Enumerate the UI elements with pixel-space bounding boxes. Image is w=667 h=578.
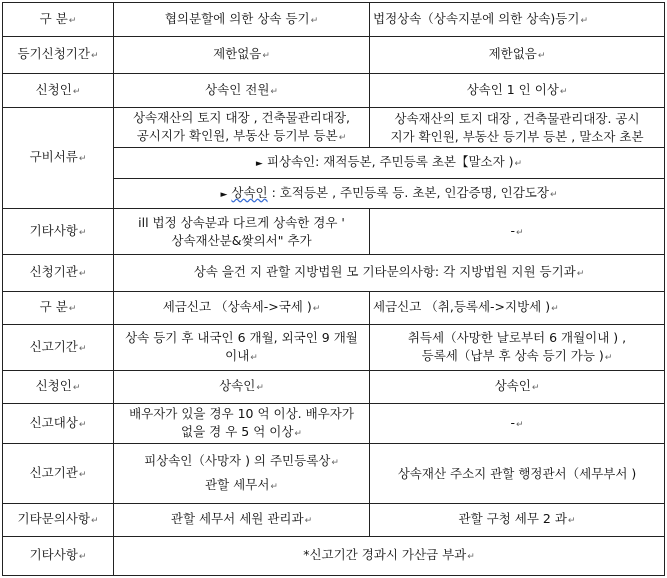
table-row: [3, 74, 665, 108]
table-cell: 피상속인（사망자 ) 의 주민등록상↵ 관할 세무서↵: [114, 444, 370, 504]
cell-text: 공시지가 확인원, 부동산 등기부 등본: [136, 127, 338, 143]
table-row: [3, 3, 665, 37]
header-cell: 협의분할에 의한 상속 등기↵: [114, 3, 370, 37]
cell-text: 배우자가 있을 경우 10 억 이상. 배우자가: [129, 405, 354, 421]
row-label: 신청인↵: [3, 371, 114, 404]
bullet-icon: ►: [255, 159, 263, 169]
table-cell: 취득세（사망한 날로부터 6 개월이내 ) , 등록세（납부 후 상속 등기 가능 )↵: [370, 325, 665, 371]
table-row: [3, 404, 665, 444]
inheritance-procedure-table: [2, 2, 665, 576]
header-cell: 세금신고 （상속세->국세 )↵: [114, 292, 370, 325]
row-label: 등기신청기간↵: [3, 37, 114, 74]
table-cell: 상속 을건 지 관할 지방법원 모 기타문의사항: 각 지방법원 지원 등기과↵: [114, 255, 665, 292]
row-label: 기타사항↵: [3, 537, 114, 576]
cell-text: 등록세（납부 후 상속 등기 가능 ): [421, 347, 604, 363]
table-row: [3, 444, 665, 504]
row-label: 신고기간↵: [3, 325, 114, 371]
table-cell: 상속재산 주소지 관할 행정관서（세무부서 ): [370, 444, 665, 504]
row-label: 구 분↵: [3, 292, 114, 325]
cell-text: ill 법정 상속분과 다르게 상속한 경우 ': [138, 214, 345, 230]
table-row: [3, 371, 665, 404]
row-label: 기타사항↵: [3, 209, 114, 255]
table-cell: 제한없음↵: [370, 37, 665, 74]
bullet-item: ► 상속인 : 호적등본 , 주민등록 등. 초본, 인감증명, 인감도장↵: [114, 179, 665, 209]
table-cell: 제한없음↵: [114, 37, 370, 74]
table-cell: [370, 108, 665, 148]
row-label: 신청기관↵: [3, 255, 114, 292]
table-row: [3, 325, 665, 371]
row-label: 구비서류↵: [3, 108, 114, 209]
table-cell: 상속인 1 인 이상↵: [370, 74, 665, 108]
bullet-icon: ►: [220, 189, 228, 200]
cell-text: 상속 등기 후 내국인 6 개월, 외국인 9 개월: [125, 329, 358, 345]
cell-text: 피상속인（사망자 ) 의 주민등록상: [144, 452, 331, 468]
cell-text: 없을 경 우 5 억 이상: [181, 423, 294, 439]
table-row: [3, 292, 665, 325]
cell-text: 이내: [225, 347, 250, 363]
header-cell: 세금신고 （취,등록세->지방세 )↵: [370, 292, 665, 325]
table-cell: 관할 구청 세무 2 과↵: [370, 504, 665, 537]
table-cell: 상속재산의 토지 대장 , 건축물관리대장, 공시지가 확인원, 부동산 등기부 등본↵: [114, 108, 370, 148]
table-cell: [114, 209, 370, 255]
cell-text: 관할 세무서: [205, 476, 270, 492]
row-label: 기타문의사항↵: [3, 504, 114, 537]
table-row: [3, 37, 665, 74]
row-label: 구 분↵: [3, 3, 114, 37]
bullet-item: ► 피상속인: 재적등본, 주민등록 초본【말소자 )↵: [114, 148, 665, 179]
table-cell: *신고기간 경과시 가산금 부과↵: [114, 537, 665, 576]
table-cell: 상속인↵: [114, 371, 370, 404]
cell-text: 취득세（사망한 날로부터 6 개월이내 ) ,: [407, 329, 627, 345]
table-row: [3, 209, 665, 255]
table-cell: 상속인↵: [370, 371, 665, 404]
row-label: 신고기관↵: [3, 444, 114, 504]
cell-text: 상속재산의 토지 대장 , 건축물관리대장,: [132, 109, 351, 125]
table-cell: 상속인 전원↵: [114, 74, 370, 108]
row-label: 신청인↵: [3, 74, 114, 108]
table-cell: -↵: [370, 209, 665, 255]
cell-text: 상속재산분&쌏의서" 추가: [171, 232, 312, 248]
table-cell: 배우자가 있을 경우 10 억 이상. 배우자가 없을 경 우 5 억 이상↵: [114, 404, 370, 444]
table-row: [3, 108, 665, 148]
table-cell: 관할 세무서 세원 관리과↵: [114, 504, 370, 537]
table-row: [3, 255, 665, 292]
table-row: [3, 504, 665, 537]
header-cell: 법정상속（상속지분에 의한 상속)등기↵: [370, 3, 665, 37]
table-cell: -↵: [370, 404, 665, 444]
cell-text: 상속재산의 토지 대장 , 건축물관리대장. 공시: [394, 110, 640, 126]
table-row: [3, 537, 665, 576]
cell-text: 지가 확인원, 부동산 등기부 등본 , 말소자 초본: [390, 128, 644, 144]
table-cell: 상속 등기 후 내국인 6 개월, 외국인 9 개월 이내↵: [114, 325, 370, 371]
row-label: 신고대상↵: [3, 404, 114, 444]
